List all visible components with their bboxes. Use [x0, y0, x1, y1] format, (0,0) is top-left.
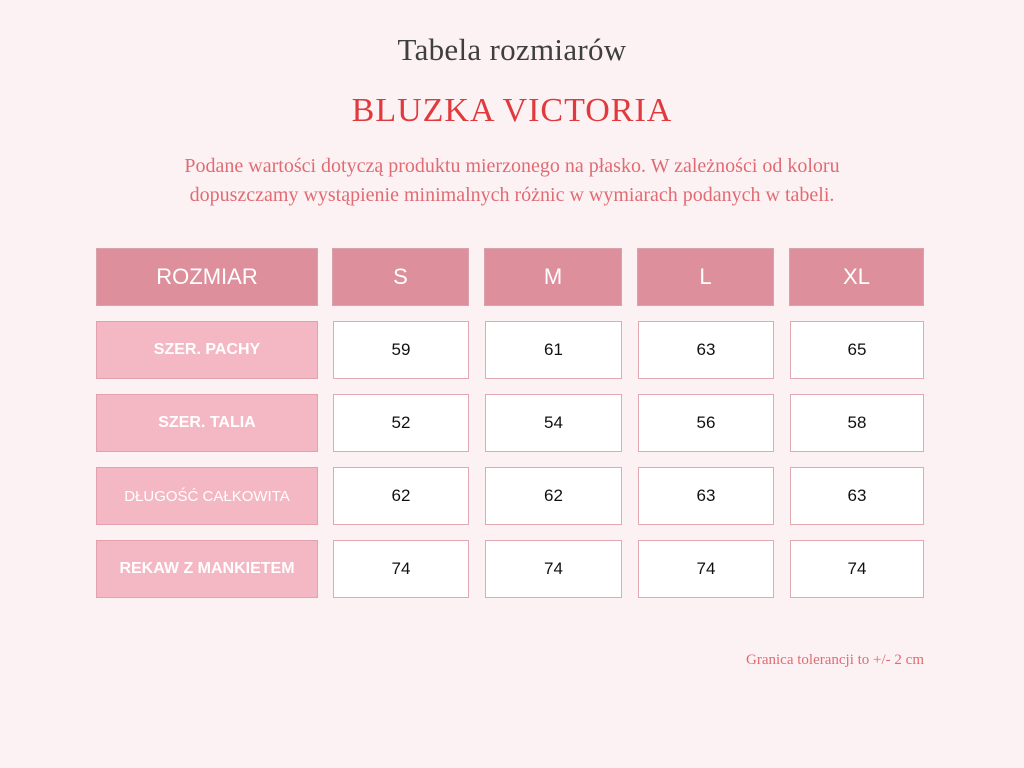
table-cell: 62	[333, 467, 469, 525]
row-label-szer-pachy: SZER. PACHY	[96, 321, 318, 379]
table-cell: 58	[790, 394, 924, 452]
table-cell: 65	[790, 321, 924, 379]
table-cell: 74	[638, 540, 774, 598]
header-cell-size-l: L	[637, 248, 774, 306]
product-name: BLUZKA VICTORIA	[351, 92, 673, 129]
table-cell: 62	[485, 467, 622, 525]
header-cell-size-s: S	[332, 248, 469, 306]
table-cell: 63	[638, 467, 774, 525]
header-cell-rozmiar: ROZMIAR	[96, 248, 318, 306]
row-label-szer-talia: SZER. TALIA	[96, 394, 318, 452]
header-cell-size-m: M	[484, 248, 622, 306]
table-cell: 74	[790, 540, 924, 598]
tolerance-note: Granica tolerancji to +/- 2 cm	[746, 652, 924, 668]
table-cell: 59	[333, 321, 469, 379]
table-cell: 56	[638, 394, 774, 452]
table-cell: 54	[485, 394, 622, 452]
header-cell-size-xl: XL	[789, 248, 924, 306]
table-cell: 74	[485, 540, 622, 598]
table-cell: 63	[790, 467, 924, 525]
row-label-rekaw-z-mankietem: REKAW Z MANKIETEM	[96, 540, 318, 598]
table-cell: 63	[638, 321, 774, 379]
table-cell: 52	[333, 394, 469, 452]
table-cell: 61	[485, 321, 622, 379]
page-title: Tabela rozmiarów	[397, 32, 627, 67]
description-line-2: dopuszczamy wystąpienie minimalnych różnic w wymiarach podanych w tabeli.	[189, 184, 835, 206]
row-label-dlugosc-calkowita: DŁUGOŚĆ CAŁKOWITA	[96, 467, 318, 525]
description	[100, 152, 924, 210]
table-cell: 74	[333, 540, 469, 598]
description-line-1: Podane wartości dotyczą produktu mierzonego na płasko. W zależności od koloru	[184, 155, 840, 177]
